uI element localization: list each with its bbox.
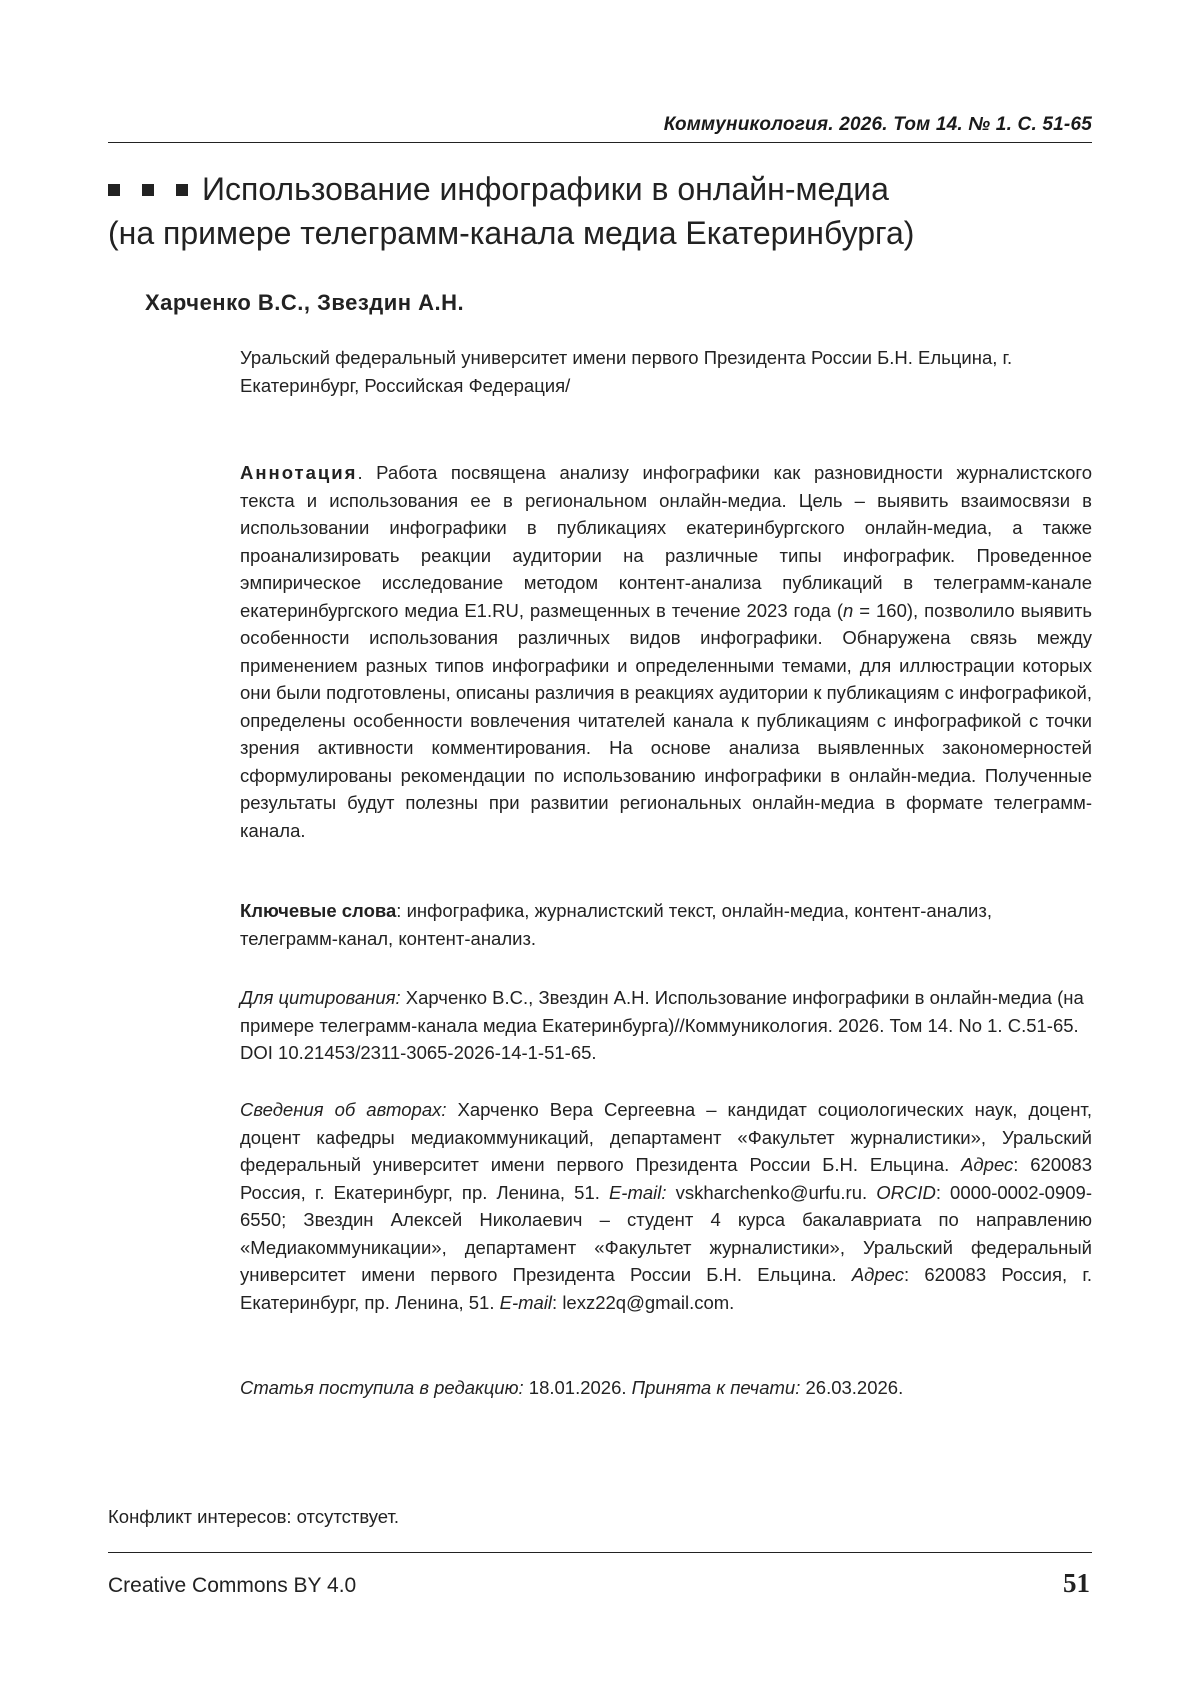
header-divider [108, 142, 1092, 143]
address-text: : 620083 Россия, г. Екатеринбург, пр. Ленина, 51. [240, 1264, 1092, 1313]
email-text: vskharchenko@urfu.ru. [666, 1181, 877, 1203]
citation [240, 984, 1092, 1067]
authors: Харченко В.С., Звездин А.Н. [145, 290, 465, 315]
conflict-of-interest: Конфликт интересов: отсутствует. [108, 1506, 400, 1527]
abstract-text: . Работа посвящена анализу инфографики как разновидности журналистского текста и использования ее в региональном онлайн-медиа. Цель – выявить взаимосвязи в использовании инфографики в публикациях екатеринбургского онлайн-медиа, а также проанализировать реакции аудитории на различные типы инфографик. Проведенное эмпирическое исследование методом контент-анализа публикаций в телеграмм-канале екатеринбургского медиа E1.RU, размещенных в течение 2023 года ( [240, 462, 1092, 621]
orcid-text: : 0000-0002-0909-6550; Звездин Алексей Николаевич – студент 4 курса бакалавриата по направлению «Медиакоммуникации», департамент «Факультет журналистики», Уральский федеральный университет имени первого Президента России Б.Н. Ельцина. [240, 1181, 1092, 1285]
accepted-date: 26.03.2026. [800, 1377, 904, 1398]
orcid-label: ORCID [876, 1181, 936, 1203]
email-label: E-mail: [608, 1181, 667, 1203]
title-bullets [108, 163, 188, 207]
square-bullet-icon [142, 184, 154, 196]
keywords-label: Ключевые слова [240, 900, 397, 921]
authors-info-label: Сведения об авторах: [240, 1099, 447, 1120]
title-line-1: Использование инфографики в онлайн-медиа [202, 171, 889, 207]
abstract-text-2: = 160), позволило выявить особенности использования различных видов инфографики. Обнаружена связь между применением разных типов инфографики и определенными темами, для иллюстрации которых они были подготовлены, описаны различия в реакциях аудитории к публикациям с инфографикой, определены особенности вовлечения читателей канала к публикациям с инфографикой с точки зрения активности комментирования. На основе анализа выявленных закономерностей сформулированы рекомендации по использованию инфографики в онлайн-медиа. Полученные результаты будут полезны при развитии региональных онлайн-медиа в формате телеграмм-канала. [240, 599, 1092, 841]
keywords-text: : инфографика, журналистский текст, онлайн-медиа, контент-анализ, телеграмм-канал, контент-анализ. [240, 900, 992, 949]
authors-info [240, 1096, 1092, 1316]
address-label: Адрес [961, 1154, 1014, 1175]
keywords [240, 897, 1092, 952]
accepted-label: Принята к печати: [631, 1377, 801, 1398]
affiliation: Уральский федеральный университет имени первого Президента России Б.Н. Ельцина, г. Екатеринбург, Российская Федерация/ [240, 347, 1013, 396]
abstract [240, 459, 1092, 844]
received-label: Статья поступила в редакцию: [240, 1377, 524, 1398]
title-line-2: (на примере телеграмм-канала медиа Екатеринбурга) [108, 215, 915, 251]
abstract-n-variable: n [842, 599, 854, 621]
email-label: E-mail [499, 1291, 553, 1313]
running-head: Коммуникология. 2026. Том 14. № 1. С. 51-65 [663, 114, 1092, 135]
license: Creative Commons BY 4.0 [108, 1574, 357, 1597]
address-label: Адрес [851, 1264, 905, 1285]
authors-info-text: Харченко Вера Сергеевна – кандидат социологических наук, доцент, доцент кафедры медиакоммуникаций, департамент «Факультет журналистики», Уральский федеральный университет имени первого Президента России Б.Н. Ельцина. [240, 1099, 1092, 1175]
received-date: 18.01.2026. [523, 1377, 632, 1398]
article-dates [240, 1374, 1092, 1402]
article-title [108, 163, 1068, 255]
page-number: 51 [1063, 1568, 1090, 1598]
citation-text: Харченко В.С., Звездин А.Н. Использование инфографики в онлайн-медиа (на примере телеграмм-канала медиа Екатеринбурга)//Коммуникология. 2026. Том 14. No 1. С.51-65. DOI 10.21453/2311-3065-2026-14-1-51-65. [240, 987, 1084, 1063]
email-text: : lexz22q@gmail.com. [552, 1291, 735, 1313]
citation-label: Для цитирования: [240, 987, 401, 1008]
address-text: : 620083 Россия, г. Екатеринбург, пр. Ленина, 51. [240, 1154, 1093, 1203]
footer-divider [108, 1552, 1092, 1553]
square-bullet-icon [108, 184, 120, 196]
abstract-label: Аннотация [240, 462, 358, 483]
square-bullet-icon [176, 184, 188, 196]
